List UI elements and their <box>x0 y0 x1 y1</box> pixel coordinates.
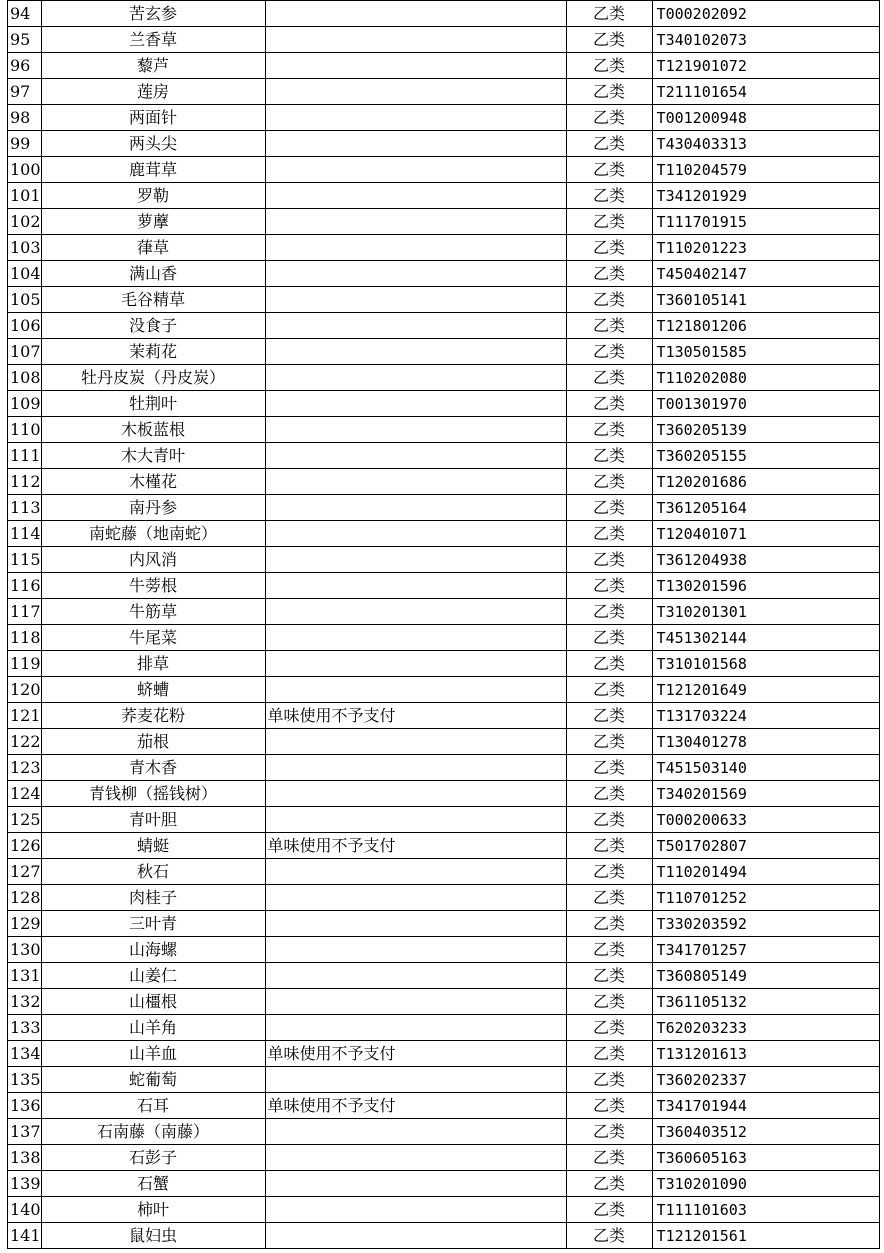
payment-note-cell <box>265 1067 566 1093</box>
medicine-name-cell: 毛谷精草 <box>41 287 265 313</box>
item-code-cell: T131201613 <box>652 1041 879 1067</box>
row-number-cell: 134 <box>8 1041 42 1067</box>
medicine-name-cell: 青木香 <box>41 755 265 781</box>
payment-note-cell <box>265 937 566 963</box>
category-cell: 乙类 <box>566 651 652 677</box>
medicine-name-cell: 山橿根 <box>41 989 265 1015</box>
table-row <box>8 27 880 53</box>
payment-note-cell <box>265 183 566 209</box>
medicine-name-cell: 内风消 <box>41 547 265 573</box>
payment-note-cell <box>265 261 566 287</box>
table-row <box>8 1119 880 1145</box>
row-number-cell: 120 <box>8 677 42 703</box>
category-cell: 乙类 <box>566 53 652 79</box>
category-cell: 乙类 <box>566 27 652 53</box>
table-row <box>8 313 880 339</box>
row-number-cell: 99 <box>8 131 42 157</box>
item-code-cell: T310201090 <box>652 1171 879 1197</box>
payment-note-cell <box>265 235 566 261</box>
item-code-cell: T110201223 <box>652 235 879 261</box>
payment-note-cell: 单味使用不予支付 <box>265 1041 566 1067</box>
payment-note-cell <box>265 521 566 547</box>
payment-note-cell <box>265 495 566 521</box>
table-row <box>8 547 880 573</box>
item-code-cell: T000200633 <box>652 807 879 833</box>
payment-note-cell <box>265 365 566 391</box>
row-number-cell: 135 <box>8 1067 42 1093</box>
category-cell: 乙类 <box>566 261 652 287</box>
medicine-name-cell: 山羊角 <box>41 1015 265 1041</box>
row-number-cell: 140 <box>8 1197 42 1223</box>
item-code-cell: T121201561 <box>652 1223 879 1249</box>
medicine-name-cell: 鹿茸草 <box>41 157 265 183</box>
item-code-cell: T361204938 <box>652 547 879 573</box>
item-code-cell: T110201494 <box>652 859 879 885</box>
category-cell: 乙类 <box>566 989 652 1015</box>
row-number-cell: 109 <box>8 391 42 417</box>
payment-note-cell <box>265 911 566 937</box>
payment-note-cell <box>265 729 566 755</box>
payment-note-cell <box>265 339 566 365</box>
table-row <box>8 157 880 183</box>
medicine-name-cell: 牡荆叶 <box>41 391 265 417</box>
payment-note-cell <box>265 989 566 1015</box>
payment-note-cell <box>265 443 566 469</box>
item-code-cell: T451302144 <box>652 625 879 651</box>
table-row <box>8 1015 880 1041</box>
table-row <box>8 365 880 391</box>
payment-note-cell: 单味使用不予支付 <box>265 703 566 729</box>
category-cell: 乙类 <box>566 1015 652 1041</box>
category-cell: 乙类 <box>566 755 652 781</box>
payment-note-cell <box>265 651 566 677</box>
table-row <box>8 573 880 599</box>
row-number-cell: 138 <box>8 1145 42 1171</box>
herb-catalog-table <box>7 0 880 1249</box>
medicine-name-cell: 两面针 <box>41 105 265 131</box>
category-cell: 乙类 <box>566 885 652 911</box>
category-cell: 乙类 <box>566 1 652 27</box>
payment-note-cell <box>265 417 566 443</box>
category-cell: 乙类 <box>566 625 652 651</box>
category-cell: 乙类 <box>566 391 652 417</box>
category-cell: 乙类 <box>566 911 652 937</box>
table-row <box>8 495 880 521</box>
category-cell: 乙类 <box>566 1093 652 1119</box>
medicine-name-cell: 木大青叶 <box>41 443 265 469</box>
payment-note-cell <box>265 313 566 339</box>
item-code-cell: T111101603 <box>652 1197 879 1223</box>
item-code-cell: T121901072 <box>652 53 879 79</box>
table-row <box>8 391 880 417</box>
row-number-cell: 98 <box>8 105 42 131</box>
medicine-name-cell: 莲房 <box>41 79 265 105</box>
row-number-cell: 137 <box>8 1119 42 1145</box>
category-cell: 乙类 <box>566 417 652 443</box>
medicine-name-cell: 三叶青 <box>41 911 265 937</box>
payment-note-cell <box>265 1015 566 1041</box>
medicine-name-cell: 茄根 <box>41 729 265 755</box>
payment-note-cell <box>265 53 566 79</box>
row-number-cell: 123 <box>8 755 42 781</box>
row-number-cell: 112 <box>8 469 42 495</box>
row-number-cell: 133 <box>8 1015 42 1041</box>
medicine-name-cell: 石耳 <box>41 1093 265 1119</box>
row-number-cell: 101 <box>8 183 42 209</box>
category-cell: 乙类 <box>566 573 652 599</box>
payment-note-cell <box>265 755 566 781</box>
row-number-cell: 141 <box>8 1223 42 1249</box>
table-row <box>8 1041 880 1067</box>
medicine-name-cell: 排草 <box>41 651 265 677</box>
row-number-cell: 130 <box>8 937 42 963</box>
medicine-name-cell: 木槿花 <box>41 469 265 495</box>
category-cell: 乙类 <box>566 339 652 365</box>
category-cell: 乙类 <box>566 1145 652 1171</box>
item-code-cell: T340102073 <box>652 27 879 53</box>
category-cell: 乙类 <box>566 287 652 313</box>
row-number-cell: 125 <box>8 807 42 833</box>
row-number-cell: 95 <box>8 27 42 53</box>
table-row <box>8 781 880 807</box>
payment-note-cell <box>265 105 566 131</box>
category-cell: 乙类 <box>566 677 652 703</box>
row-number-cell: 96 <box>8 53 42 79</box>
table-row <box>8 79 880 105</box>
medicine-name-cell: 葎草 <box>41 235 265 261</box>
table-row <box>8 833 880 859</box>
table-row <box>8 703 880 729</box>
payment-note-cell <box>265 963 566 989</box>
table-row <box>8 1171 880 1197</box>
medicine-name-cell: 没食子 <box>41 313 265 339</box>
table-row <box>8 1093 880 1119</box>
row-number-cell: 118 <box>8 625 42 651</box>
item-code-cell: T360605163 <box>652 1145 879 1171</box>
item-code-cell: T360105141 <box>652 287 879 313</box>
category-cell: 乙类 <box>566 183 652 209</box>
medicine-name-cell: 山姜仁 <box>41 963 265 989</box>
category-cell: 乙类 <box>566 937 652 963</box>
item-code-cell: T341701944 <box>652 1093 879 1119</box>
medicine-name-cell: 茉莉花 <box>41 339 265 365</box>
medicine-name-cell: 南蛇藤（地南蛇） <box>41 521 265 547</box>
category-cell: 乙类 <box>566 547 652 573</box>
category-cell: 乙类 <box>566 131 652 157</box>
table-row <box>8 261 880 287</box>
item-code-cell: T341201929 <box>652 183 879 209</box>
row-number-cell: 131 <box>8 963 42 989</box>
medicine-name-cell: 山海螺 <box>41 937 265 963</box>
payment-note-cell <box>265 131 566 157</box>
row-number-cell: 106 <box>8 313 42 339</box>
category-cell: 乙类 <box>566 209 652 235</box>
item-code-cell: T330203592 <box>652 911 879 937</box>
row-number-cell: 103 <box>8 235 42 261</box>
item-code-cell: T360202337 <box>652 1067 879 1093</box>
category-cell: 乙类 <box>566 703 652 729</box>
payment-note-cell <box>265 27 566 53</box>
table-body <box>8 1 880 1249</box>
table-row <box>8 885 880 911</box>
payment-note-cell <box>265 391 566 417</box>
item-code-cell: T451503140 <box>652 755 879 781</box>
category-cell: 乙类 <box>566 443 652 469</box>
table-row <box>8 599 880 625</box>
item-code-cell: T361105132 <box>652 989 879 1015</box>
medicine-name-cell: 牛尾菜 <box>41 625 265 651</box>
medicine-name-cell: 罗勒 <box>41 183 265 209</box>
payment-note-cell <box>265 79 566 105</box>
row-number-cell: 102 <box>8 209 42 235</box>
medicine-name-cell: 肉桂子 <box>41 885 265 911</box>
table-row <box>8 729 880 755</box>
table-row <box>8 755 880 781</box>
item-code-cell: T310101568 <box>652 651 879 677</box>
item-code-cell: T360403512 <box>652 1119 879 1145</box>
table-row <box>8 1 880 27</box>
item-code-cell: T121801206 <box>652 313 879 339</box>
category-cell: 乙类 <box>566 521 652 547</box>
row-number-cell: 128 <box>8 885 42 911</box>
table-row <box>8 339 880 365</box>
category-cell: 乙类 <box>566 495 652 521</box>
table-row <box>8 469 880 495</box>
medicine-name-cell: 藜芦 <box>41 53 265 79</box>
payment-note-cell <box>265 599 566 625</box>
payment-note-cell <box>265 547 566 573</box>
row-number-cell: 136 <box>8 1093 42 1119</box>
payment-note-cell <box>265 1 566 27</box>
medicine-name-cell: 山羊血 <box>41 1041 265 1067</box>
table-row <box>8 287 880 313</box>
table-row <box>8 131 880 157</box>
item-code-cell: T001200948 <box>652 105 879 131</box>
medicine-name-cell: 兰香草 <box>41 27 265 53</box>
item-code-cell: T121201649 <box>652 677 879 703</box>
item-code-cell: T110701252 <box>652 885 879 911</box>
row-number-cell: 97 <box>8 79 42 105</box>
payment-note-cell: 单味使用不予支付 <box>265 833 566 859</box>
table-row <box>8 1067 880 1093</box>
row-number-cell: 132 <box>8 989 42 1015</box>
item-code-cell: T501702807 <box>652 833 879 859</box>
row-number-cell: 117 <box>8 599 42 625</box>
category-cell: 乙类 <box>566 729 652 755</box>
item-code-cell: T130501585 <box>652 339 879 365</box>
medicine-name-cell: 牛筋草 <box>41 599 265 625</box>
table-row <box>8 209 880 235</box>
table-row <box>8 911 880 937</box>
payment-note-cell <box>265 1223 566 1249</box>
item-code-cell: T130401278 <box>652 729 879 755</box>
item-code-cell: T111701915 <box>652 209 879 235</box>
medicine-name-cell: 木板蓝根 <box>41 417 265 443</box>
item-code-cell: T360205139 <box>652 417 879 443</box>
item-code-cell: T120201686 <box>652 469 879 495</box>
payment-note-cell <box>265 287 566 313</box>
medicine-name-cell: 秋石 <box>41 859 265 885</box>
medicine-name-cell: 牛蒡根 <box>41 573 265 599</box>
category-cell: 乙类 <box>566 833 652 859</box>
table-row <box>8 625 880 651</box>
table-row <box>8 443 880 469</box>
category-cell: 乙类 <box>566 235 652 261</box>
item-code-cell: T341701257 <box>652 937 879 963</box>
table-row <box>8 807 880 833</box>
row-number-cell: 94 <box>8 1 42 27</box>
row-number-cell: 108 <box>8 365 42 391</box>
payment-note-cell <box>265 469 566 495</box>
row-number-cell: 110 <box>8 417 42 443</box>
table-row <box>8 417 880 443</box>
table-row <box>8 1223 880 1249</box>
row-number-cell: 114 <box>8 521 42 547</box>
row-number-cell: 104 <box>8 261 42 287</box>
item-code-cell: T450402147 <box>652 261 879 287</box>
payment-note-cell <box>265 807 566 833</box>
item-code-cell: T001301970 <box>652 391 879 417</box>
medicine-name-cell: 蜻蜓 <box>41 833 265 859</box>
medicine-name-cell: 苦玄参 <box>41 1 265 27</box>
medicine-name-cell: 石蟹 <box>41 1171 265 1197</box>
row-number-cell: 139 <box>8 1171 42 1197</box>
payment-note-cell <box>265 859 566 885</box>
category-cell: 乙类 <box>566 365 652 391</box>
row-number-cell: 129 <box>8 911 42 937</box>
category-cell: 乙类 <box>566 1197 652 1223</box>
table-row <box>8 963 880 989</box>
row-number-cell: 126 <box>8 833 42 859</box>
payment-note-cell <box>265 573 566 599</box>
medicine-name-cell: 石彭子 <box>41 1145 265 1171</box>
row-number-cell: 119 <box>8 651 42 677</box>
item-code-cell: T131703224 <box>652 703 879 729</box>
item-code-cell: T361205164 <box>652 495 879 521</box>
item-code-cell: T211101654 <box>652 79 879 105</box>
row-number-cell: 100 <box>8 157 42 183</box>
item-code-cell: T110202080 <box>652 365 879 391</box>
category-cell: 乙类 <box>566 599 652 625</box>
table-row <box>8 651 880 677</box>
row-number-cell: 121 <box>8 703 42 729</box>
row-number-cell: 116 <box>8 573 42 599</box>
row-number-cell: 122 <box>8 729 42 755</box>
payment-note-cell <box>265 209 566 235</box>
item-code-cell: T340201569 <box>652 781 879 807</box>
row-number-cell: 107 <box>8 339 42 365</box>
payment-note-cell <box>265 885 566 911</box>
medicine-name-cell: 南丹参 <box>41 495 265 521</box>
table-row <box>8 1145 880 1171</box>
table-row <box>8 677 880 703</box>
row-number-cell: 111 <box>8 443 42 469</box>
category-cell: 乙类 <box>566 781 652 807</box>
table-row <box>8 1197 880 1223</box>
medicine-name-cell: 鼠妇虫 <box>41 1223 265 1249</box>
category-cell: 乙类 <box>566 469 652 495</box>
table-row <box>8 183 880 209</box>
item-code-cell: T360805149 <box>652 963 879 989</box>
row-number-cell: 113 <box>8 495 42 521</box>
payment-note-cell <box>265 677 566 703</box>
row-number-cell: 127 <box>8 859 42 885</box>
category-cell: 乙类 <box>566 1041 652 1067</box>
category-cell: 乙类 <box>566 105 652 131</box>
item-code-cell: T620203233 <box>652 1015 879 1041</box>
item-code-cell: T310201301 <box>652 599 879 625</box>
payment-note-cell <box>265 157 566 183</box>
category-cell: 乙类 <box>566 1171 652 1197</box>
table-row <box>8 521 880 547</box>
category-cell: 乙类 <box>566 79 652 105</box>
medicine-name-cell: 荞麦花粉 <box>41 703 265 729</box>
item-code-cell: T430403313 <box>652 131 879 157</box>
category-cell: 乙类 <box>566 1119 652 1145</box>
item-code-cell: T130201596 <box>652 573 879 599</box>
medicine-name-cell: 柿叶 <box>41 1197 265 1223</box>
category-cell: 乙类 <box>566 157 652 183</box>
category-cell: 乙类 <box>566 807 652 833</box>
medicine-name-cell: 青叶胆 <box>41 807 265 833</box>
row-number-cell: 124 <box>8 781 42 807</box>
row-number-cell: 115 <box>8 547 42 573</box>
table-row <box>8 53 880 79</box>
payment-note-cell <box>265 1171 566 1197</box>
medicine-name-cell: 萝藦 <box>41 209 265 235</box>
medicine-name-cell: 牡丹皮炭（丹皮炭） <box>41 365 265 391</box>
payment-note-cell: 单味使用不予支付 <box>265 1093 566 1119</box>
row-number-cell: 105 <box>8 287 42 313</box>
item-code-cell: T110204579 <box>652 157 879 183</box>
medicine-name-cell: 蛴螬 <box>41 677 265 703</box>
table-row <box>8 937 880 963</box>
payment-note-cell <box>265 781 566 807</box>
category-cell: 乙类 <box>566 313 652 339</box>
item-code-cell: T360205155 <box>652 443 879 469</box>
table-row <box>8 235 880 261</box>
payment-note-cell <box>265 1119 566 1145</box>
item-code-cell: T120401071 <box>652 521 879 547</box>
category-cell: 乙类 <box>566 1067 652 1093</box>
category-cell: 乙类 <box>566 963 652 989</box>
medicine-name-cell: 蛇葡萄 <box>41 1067 265 1093</box>
table-row <box>8 989 880 1015</box>
medicine-name-cell: 石南藤（南藤） <box>41 1119 265 1145</box>
medicine-name-cell: 青钱柳（摇钱树） <box>41 781 265 807</box>
payment-note-cell <box>265 1197 566 1223</box>
category-cell: 乙类 <box>566 1223 652 1249</box>
medicine-name-cell: 满山香 <box>41 261 265 287</box>
medicine-name-cell: 两头尖 <box>41 131 265 157</box>
item-code-cell: T000202092 <box>652 1 879 27</box>
payment-note-cell <box>265 625 566 651</box>
table-row <box>8 859 880 885</box>
table-row <box>8 105 880 131</box>
payment-note-cell <box>265 1145 566 1171</box>
category-cell: 乙类 <box>566 859 652 885</box>
